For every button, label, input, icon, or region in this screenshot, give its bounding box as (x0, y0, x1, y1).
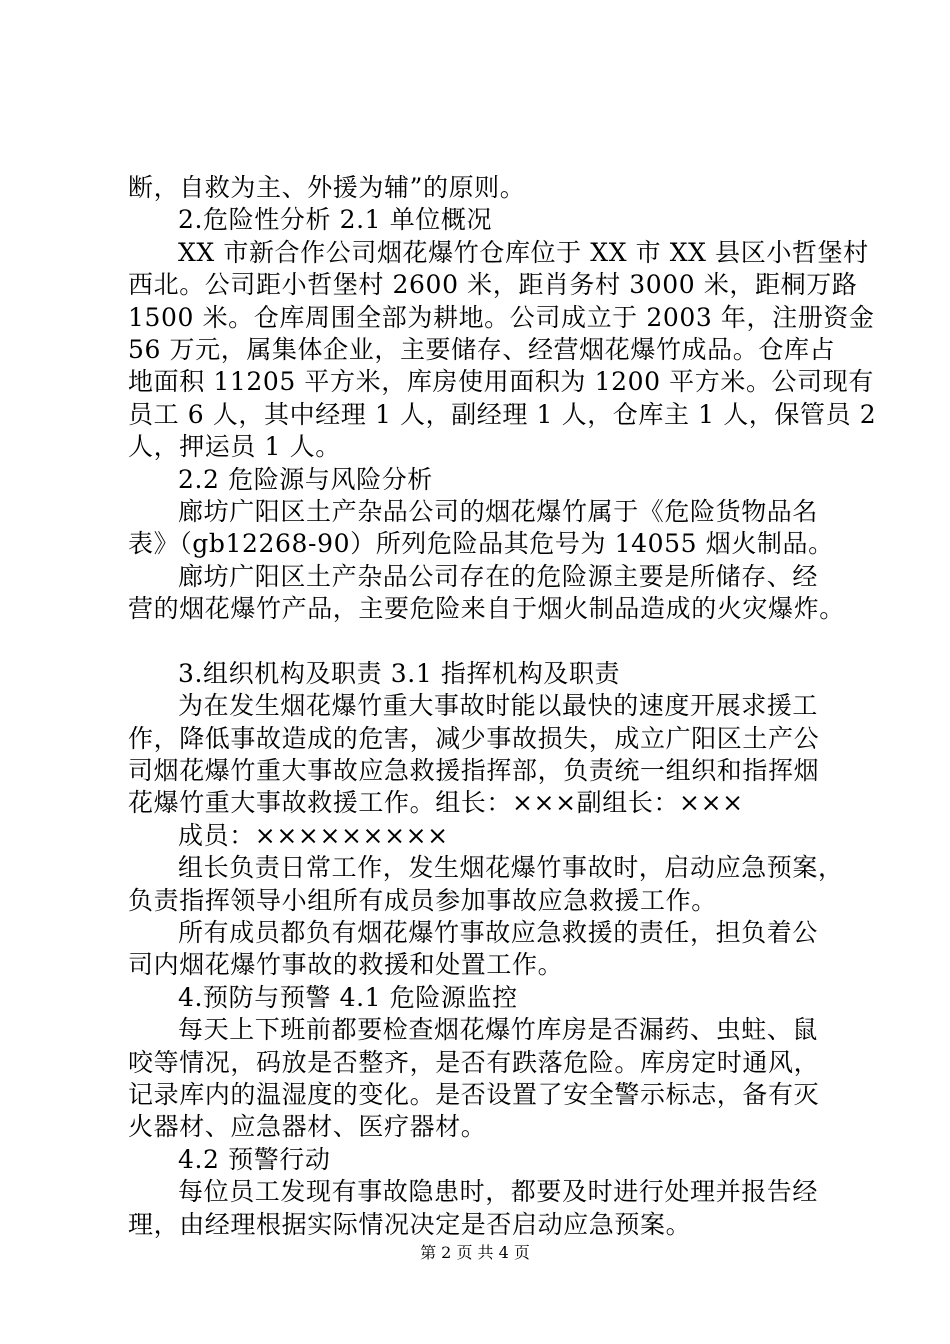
text-line: 廊坊广阳区土产杂品公司的烟花爆竹属于《危险货物品名 (178, 496, 819, 526)
text-line: 为在发生烟花爆竹重大事故时能以最快的速度开展求援工 (178, 691, 819, 721)
text-line: 咬等情况，码放是否整齐，是否有跌落危险。库房定时通风， (128, 1047, 820, 1077)
text-line: 记录库内的温湿度的变化。是否设置了安全警示标志，备有灭 (128, 1079, 820, 1109)
text-line: 所有成员都负有烟花爆竹事故应急救援的责任，担负着公 (178, 917, 819, 947)
section-heading: 3.组织机构及职责 3.1 指挥机构及职责 (178, 658, 621, 688)
text-line: 理，由经理根据实际情况决定是否启动应急预案。 (128, 1209, 692, 1239)
text-line: 司烟花爆竹重大事故应急救援指挥部，负责统一组织和指挥烟 (128, 756, 820, 786)
page-number: 第 2 页 共 4 页 (420, 1243, 530, 1262)
section-heading: 4.2 预警行动 (178, 1144, 331, 1174)
text-line: 员工 6 人，其中经理 1 人，副经理 1 人，仓库主 1 人，保管员 2 (128, 399, 877, 429)
text-line: 断，自救为主、外援为辅”的原则。 (128, 173, 526, 202)
text-line: 廊坊广阳区土产杂品公司存在的危险源主要是所储存、经 (178, 561, 819, 591)
text-line: 组长负责日常工作，发生烟花爆竹事故时，启动应急预案， (178, 853, 844, 883)
text-line: 人，押运员 1 人。 (128, 432, 341, 462)
text-line: 每位员工发现有事故隐患时，都要及时进行处理并报告经 (178, 1177, 819, 1207)
section-heading: 2.危险性分析 2.1 单位概况 (178, 205, 493, 235)
text-line: 花爆竹重大事故救援工作。组长：×××副组长：××× (128, 788, 744, 818)
text-line: 56 万元，属集体企业，主要储存、经营烟花爆竹成品。仓库占 (128, 334, 836, 364)
text-line: 营的烟花爆竹产品，主要危险来自于烟火制品造成的火灾爆炸。 (128, 594, 845, 624)
text-line: 成员：××××××××× (178, 820, 449, 850)
document-body (128, 172, 877, 1241)
text-line: 作，降低事故造成的危害，减少事故损失，成立广阳区土产公 (128, 723, 820, 753)
text-line: 每天上下班前都要检查烟花爆竹库房是否漏药、虫蛀、鼠 (178, 1015, 819, 1045)
text-line: 地面积 11205 平方米，库房使用面积为 1200 平方米。公司现有 (128, 367, 874, 397)
text-line: 1500 米。仓库周围全部为耕地。公司成立于 2003 年，注册资金 (128, 302, 875, 332)
text-line: 表》（gb12268-90）所列危险品其危号为 14055 烟火制品。 (128, 529, 834, 559)
text-line: 司内烟花爆竹事故的救援和处置工作。 (128, 950, 564, 980)
text-line: XX 市新合作公司烟花爆竹仓库位于 XX 市 XX 县区小哲堡村 (178, 237, 869, 267)
section-heading: 2.2 危险源与风险分析 (178, 464, 433, 494)
paragraph-gap (128, 625, 850, 657)
text-line: 西北。公司距小哲堡村 2600 米，距肖务村 3000 米，距桐万路 (128, 270, 858, 300)
section-heading: 4.预防与预警 4.1 危险源监控 (178, 982, 518, 1012)
text-line: 火器材、应急器材、医疗器材。 (128, 1112, 487, 1142)
text-line: 负责指挥领导小组所有成员参加事故应急救援工作。 (128, 885, 717, 915)
